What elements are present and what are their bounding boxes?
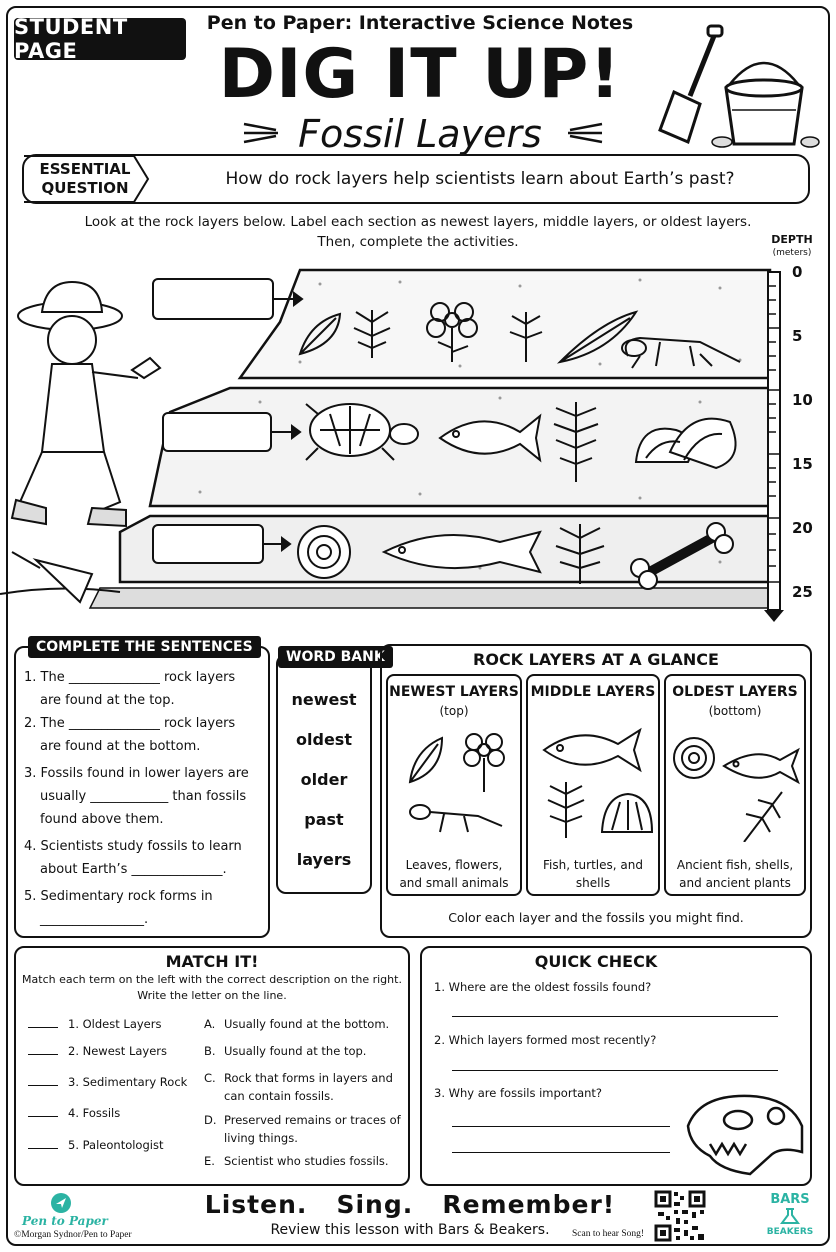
pen-to-paper-logo-icon <box>50 1192 72 1214</box>
match-term-4: 4. Fossils <box>28 1106 120 1120</box>
student-page-badge: STUDENT PAGE <box>14 18 186 60</box>
sentence-2: 2. The ______________ rock layers are found at the bottom. <box>24 716 236 754</box>
depth-tick-0: 0 <box>792 263 803 281</box>
glance-col-oldest-title: OLDEST LAYERS <box>672 684 798 700</box>
word-bank-word-1: newest <box>291 690 357 709</box>
oldest-fossils-icon <box>672 732 802 842</box>
depth-tick-25: 25 <box>792 583 813 601</box>
page-title: DIG IT UP! <box>218 35 622 114</box>
answer-line-5[interactable] <box>28 1148 58 1149</box>
footer-slogan: Listen. Sing. Remember! <box>204 1190 616 1219</box>
glance-col-newest-desc: Leaves, flowers, and small animals <box>399 858 509 890</box>
glance-col-middle-title: MIDDLE LAYERS <box>530 684 656 700</box>
newest-fossils-icon <box>398 728 514 838</box>
sentence-4: 4. Scientists study fossils to learn about Earth’s ______________. <box>24 839 242 877</box>
sentence-5: 5. Sedimentary rock forms in ________________. <box>24 889 213 927</box>
instructions-line-1: Look at the rock layers below. Label each section as newest layers, middle layers, or oldest layers. <box>84 214 752 230</box>
match-desc-d: D. Preserved remains or traces of living things. <box>204 1113 401 1145</box>
glance-col-oldest-sub: (bottom) <box>708 704 762 718</box>
bars-beakers-logo: BARS BEAKERS <box>766 1192 814 1237</box>
scan-text: Scan to hear Song! <box>572 1229 645 1239</box>
quick-check-answer-line-2[interactable] <box>452 1070 778 1071</box>
label-box-middle[interactable] <box>162 412 272 452</box>
answer-line-4[interactable] <box>28 1116 58 1117</box>
sentence-1: 1. The ______________ rock layers are found at the top. <box>24 670 236 708</box>
quick-check-answer-line-3b[interactable] <box>452 1152 670 1153</box>
glance-footer: Color each layer and the fossils you might find. <box>448 910 744 925</box>
quick-check-q1: 1. Where are the oldest fossils found? <box>434 980 652 994</box>
instructions-line-2: Then, complete the activities. <box>317 234 519 250</box>
glance-col-oldest <box>664 674 806 896</box>
match-desc-c: C. Rock that forms in layers and can contain fossils. <box>204 1071 393 1103</box>
glance-col-newest-title: NEWEST LAYERS <box>389 684 519 700</box>
depth-tick-20: 20 <box>792 519 813 537</box>
word-bank-word-3: older <box>300 770 348 789</box>
complete-sentences-title: COMPLETE THE SENTENCES <box>28 636 261 658</box>
match-title: MATCH IT! <box>165 952 259 971</box>
glance-col-middle <box>526 674 660 896</box>
depth-title-text: DEPTH <box>771 233 813 246</box>
match-term-1: 1. Oldest Layers <box>28 1017 161 1031</box>
quick-check-q2: 2. Which layers formed most recently? <box>434 1033 657 1047</box>
pen-to-paper-logo-text: Pen to Paper <box>22 1214 108 1228</box>
answer-line-2[interactable] <box>28 1054 58 1055</box>
qr-code-icon[interactable] <box>654 1190 706 1242</box>
left-dash-icon <box>240 118 290 148</box>
depth-tick-10: 10 <box>792 391 813 409</box>
match-desc-b: B. Usually found at the top. <box>204 1044 367 1058</box>
middle-fossils-icon <box>536 720 654 840</box>
match-desc-e: E. Scientist who studies fossils. <box>204 1154 389 1168</box>
depth-unit: (meters) <box>772 248 812 258</box>
t-rex-skull-icon <box>680 1086 808 1182</box>
match-term-2: 2. Newest Layers <box>28 1044 167 1058</box>
beaker-icon <box>778 1207 802 1225</box>
match-instructions: Match each term on the left with the correct description on the right. Write the letter on the line. <box>22 973 402 1002</box>
glance-title: ROCK LAYERS AT A GLANCE <box>473 650 719 669</box>
sentences-list <box>24 666 264 931</box>
depth-tick-5: 5 <box>792 327 803 345</box>
word-bank-word-2: oldest <box>296 730 352 749</box>
quick-check-q3: 3. Why are fossils important? <box>434 1086 603 1100</box>
depth-title <box>762 234 822 259</box>
glance-col-middle-desc: Fish, turtles, and shells <box>543 858 643 890</box>
label-box-top[interactable] <box>152 278 274 320</box>
sentence-3: 3. Fossils found in lower layers are usually ____________ than fossils found above them. <box>24 766 249 827</box>
series-title: Pen to Paper: Interactive Science Notes <box>206 12 634 34</box>
match-desc-a: A. Usually found at the bottom. <box>204 1017 390 1031</box>
word-bank-word-4: past <box>304 810 344 829</box>
word-bank-word-5: layers <box>296 850 352 869</box>
match-term-3: 3. Sedimentary Rock <box>28 1075 187 1089</box>
word-bank-title: WORD BANK <box>278 646 393 668</box>
match-term-5: 5. Paleontologist <box>28 1138 163 1152</box>
label-box-bottom[interactable] <box>152 524 264 564</box>
instructions <box>40 212 796 252</box>
quick-check-answer-line-3a[interactable] <box>452 1126 670 1127</box>
glance-col-newest-sub: (top) <box>439 704 469 718</box>
page-subtitle: Fossil Layers <box>298 112 542 156</box>
essential-question-text: How do rock layers help scientists learn about Earth’s past? <box>225 169 735 189</box>
answer-line-3[interactable] <box>28 1085 58 1086</box>
quick-check-title: QUICK CHECK <box>534 952 658 971</box>
copyright: ©Morgan Sydnor/Pen to Paper <box>14 1230 132 1240</box>
essential-question-label: ESSENTIAL QUESTION <box>39 160 131 197</box>
shovel-bucket-icon <box>652 18 822 150</box>
right-dash-icon <box>556 118 606 148</box>
footer-review: Review this lesson with Bars & Beakers. <box>270 1222 550 1238</box>
glance-col-newest <box>386 674 522 896</box>
rock-layers-illustration <box>0 262 836 622</box>
answer-line-1[interactable] <box>28 1027 58 1028</box>
quick-check-answer-line-1[interactable] <box>452 1016 778 1017</box>
glance-col-oldest-desc: Ancient fish, shells, and ancient plants <box>676 858 794 890</box>
depth-tick-15: 15 <box>792 455 813 473</box>
